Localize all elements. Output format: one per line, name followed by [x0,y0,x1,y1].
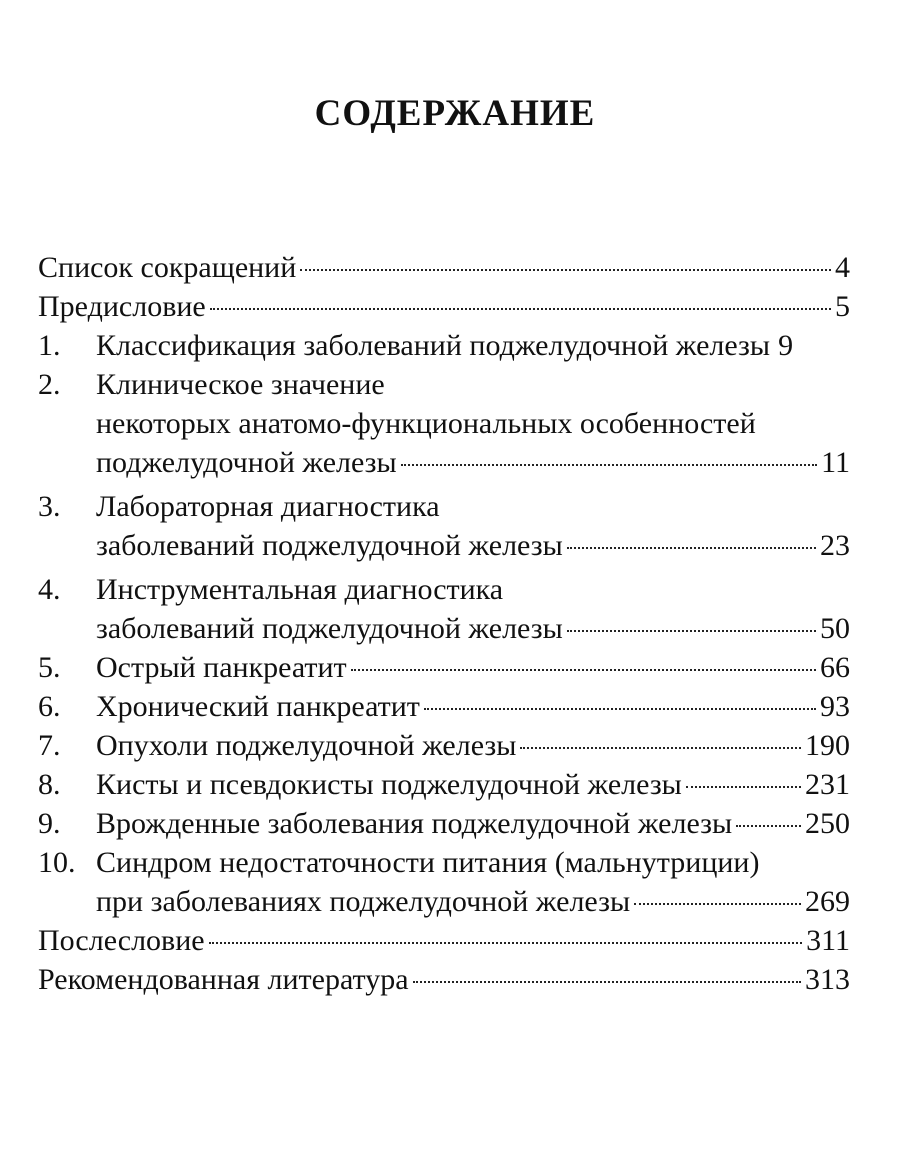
toc-entry-3-line-1 [38,487,850,526]
toc-entry-number: 6. [38,690,61,723]
toc-entry-number: 9. [38,807,61,840]
toc-entry-text: Хронический панкреатит [96,690,420,723]
toc-page-number: 190 [805,729,850,762]
dot-leader [210,308,831,310]
dot-leader [209,942,803,944]
toc-page-number: 66 [820,651,850,684]
toc-entry-text: Инструментальная диагностика [96,573,504,606]
dot-leader [351,669,816,671]
dot-leader [413,981,801,983]
toc-entry-text: Послесловие [38,924,205,957]
toc-entry-text: Острый панкреатит [96,651,347,684]
toc-entry-4-line-1 [38,570,850,609]
toc-entry-6 [38,687,850,726]
toc-entry-number: 3. [38,490,61,523]
toc-entry-number: 4. [38,573,61,606]
dot-leader [567,547,816,549]
toc-entry-5 [38,648,850,687]
toc-entry-3-line-2 [38,526,850,565]
toc-page-number: 50 [820,612,850,645]
toc-page-number: 250 [805,807,850,840]
toc-entry-number: 10. [38,846,76,879]
toc-entry-text: Список сокращений [38,251,297,284]
toc-entry-text: Синдром недостаточности питания (мальнутриции) [96,846,760,879]
toc-page-number: 9 [778,329,794,362]
toc-entry-number: 2. [38,368,61,401]
toc-entry-text: Классификация заболеваний поджелудочной железы [96,329,771,362]
table-of-contents [38,248,850,999]
dot-leader [520,747,801,749]
dot-leader [401,464,817,466]
toc-entry-text: Рекомендованная литература [38,963,409,996]
toc-page-number: 313 [805,963,850,996]
toc-page-number: 93 [820,690,850,723]
page-title: СОДЕРЖАНИЕ [314,93,596,134]
toc-entry-2-line-3 [38,443,850,482]
toc-entry-text: Кисты и псевдокисты поджелудочной железы [96,768,682,801]
toc-entry-1 [38,326,850,365]
toc-entry-number: 8. [38,768,61,801]
toc-entry-10-line-2 [38,882,850,921]
toc-entry-2-line-2 [38,404,850,443]
toc-page-number: 311 [806,924,850,957]
toc-entry-text: Клиническое значение [96,368,385,401]
dot-leader [424,708,816,710]
toc-entry-text: Предисловие [38,290,206,323]
toc-entry-number: 1. [38,329,61,362]
toc-entry-text: при заболеваниях поджелудочной железы [96,885,631,918]
toc-entry-number: 7. [38,729,61,762]
toc-entry-afterword [38,921,850,960]
toc-entry-10-line-1 [38,843,850,882]
toc-entry-text: заболеваний поджелудочной железы [96,612,563,645]
dot-leader [567,630,816,632]
toc-page-number: 231 [805,768,850,801]
toc-entry-number: 5. [38,651,61,684]
toc-entry-7 [38,726,850,765]
toc-entry-text: некоторых анатомо-функциональных особенностей [96,407,756,440]
toc-entry-text: Врожденные заболевания поджелудочной железы [96,807,733,840]
toc-entry-references [38,960,850,999]
dot-leader [686,786,801,788]
toc-page-number: 5 [835,290,850,323]
toc-entry-4-line-2 [38,609,850,648]
dot-leader [634,903,801,905]
toc-entry-abbreviations [38,248,850,287]
toc-page-number: 4 [835,251,850,284]
toc-entry-text: поджелудочной железы [96,446,397,479]
toc-entry-text: Опухоли поджелудочной железы [96,729,517,762]
dot-leader [736,825,801,827]
toc-page-number: 23 [820,529,850,562]
toc-entry-text: Лабораторная диагностика [96,490,440,523]
toc-entry-text: заболеваний поджелудочной железы [96,529,563,562]
toc-entry-2-line-1 [38,365,850,404]
toc-entry-9 [38,804,850,843]
toc-page-number: 11 [821,446,850,479]
toc-entry-8 [38,765,850,804]
dot-leader [300,269,831,271]
toc-page-number: 269 [805,885,850,918]
toc-entry-preface [38,287,850,326]
